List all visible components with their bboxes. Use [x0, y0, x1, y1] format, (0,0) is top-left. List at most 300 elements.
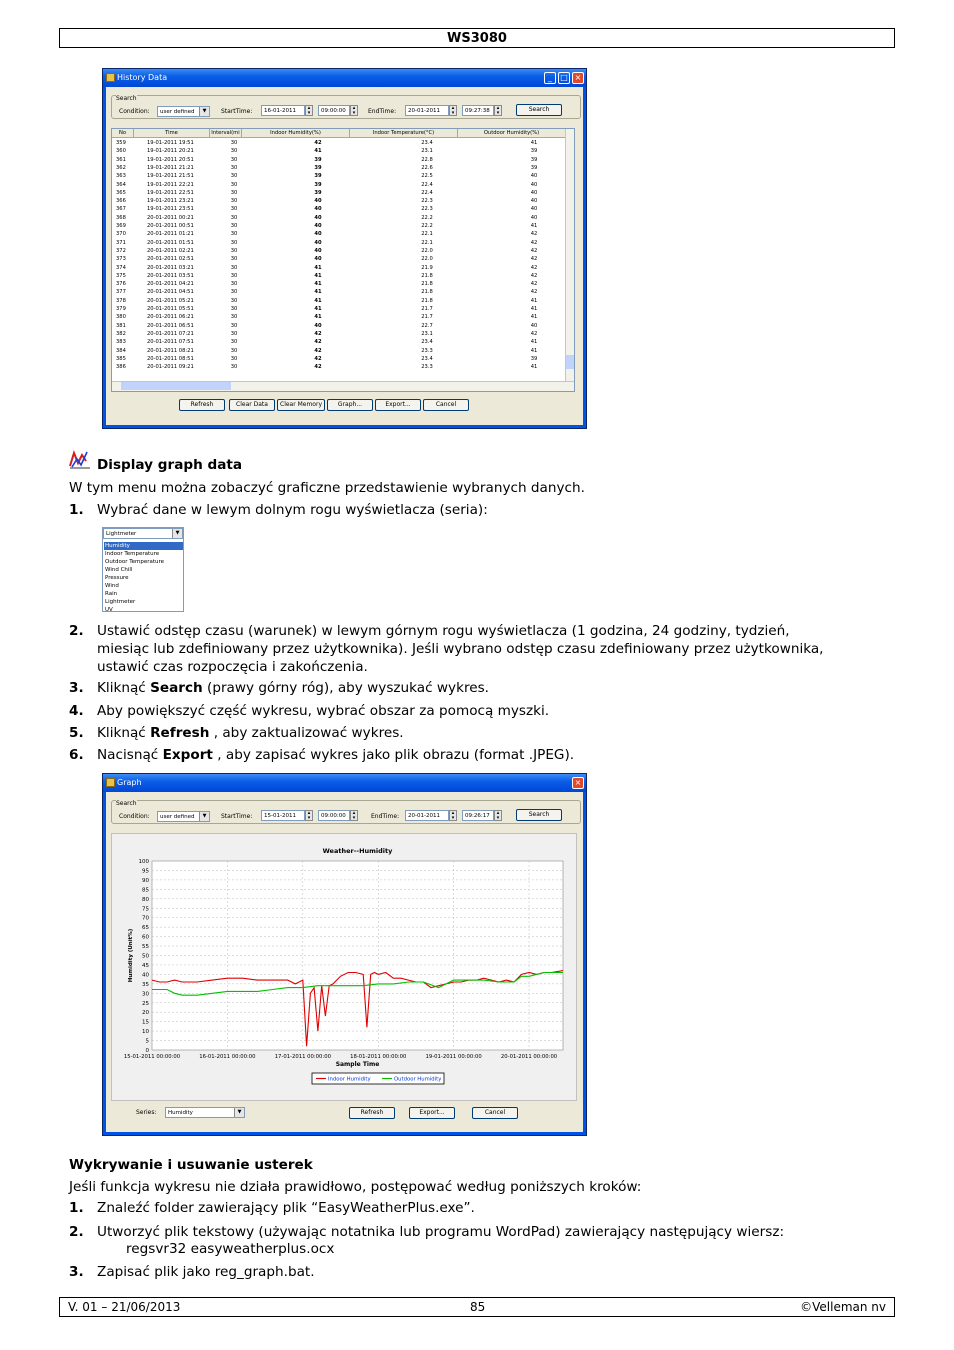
table-cell: 39	[530, 355, 538, 362]
condition-label: Condition:	[119, 813, 150, 820]
table-cell: 40	[530, 173, 538, 180]
table-cell: 383	[116, 339, 126, 346]
series-dropdown-value: Lightmeter	[106, 531, 137, 537]
section2-intro: Jeśli funkcja wykresu nie działa prawidłowo, postępować według poniższych kroków:	[69, 1179, 642, 1195]
condition-select[interactable]	[157, 106, 210, 117]
step-number: 1.	[69, 502, 84, 518]
table-row[interactable]	[112, 313, 566, 321]
table-cell: 42	[314, 140, 322, 146]
step-text-part: , aby zapisać wykres jako plik obrazu (format .JPEG).	[212, 747, 575, 763]
table-cell: 19-01-2011 22:51	[147, 189, 194, 196]
section1-intro: W tym menu można zobaczyć graficzne przedstawienie wybranych danych.	[69, 480, 585, 496]
table-cell: 42	[314, 355, 322, 362]
table-cell: 379	[116, 306, 126, 312]
table-cell: 30	[230, 156, 238, 163]
table-cell: 30	[230, 306, 238, 312]
y-tick-label: 80	[142, 896, 149, 903]
table-cell: 41	[314, 148, 322, 155]
table-cell: 21.8	[421, 272, 433, 279]
table-cell: 20-01-2011 07:21	[147, 330, 194, 337]
table-row[interactable]	[112, 363, 566, 371]
table-cell: 30	[230, 239, 238, 246]
y-tick-label: 55	[142, 944, 149, 951]
refresh-button[interactable]: Refresh	[349, 1107, 395, 1119]
table-cell: 30	[230, 173, 238, 180]
section-title-troubleshooting: Wykrywanie i usuwanie usterek	[69, 1157, 313, 1173]
condition-value: user defined	[160, 109, 195, 115]
dropdown-option[interactable]: Wind Chill	[105, 567, 133, 573]
chevron-down-icon[interactable]: ▼	[172, 529, 182, 538]
start-time-value: 09:00:00	[321, 813, 346, 819]
table-row[interactable]	[112, 272, 566, 280]
header-title: WS3080	[447, 31, 507, 46]
table-cell: 41	[314, 281, 322, 288]
table-cell: 41	[314, 297, 322, 304]
table-cell: 369	[116, 223, 126, 229]
table-row[interactable]	[112, 288, 566, 296]
table-row[interactable]	[112, 355, 566, 363]
page-footer	[59, 1297, 895, 1317]
y-tick-label: 65	[142, 925, 149, 932]
table-cell: 20-01-2011 00:51	[147, 223, 194, 229]
end-time-value: 09:26:17	[465, 813, 490, 819]
close-icon[interactable]: ×	[572, 777, 584, 789]
step-number: 2.	[69, 1224, 84, 1240]
end-time-spinner[interactable]: ▴ ▾	[494, 105, 502, 116]
table-cell: 42	[530, 281, 538, 288]
start-date-spinner[interactable]: ▴ ▾	[305, 810, 313, 821]
table-cell: 360	[116, 148, 126, 155]
y-tick-label: 5	[145, 1038, 149, 1045]
table-cell: 20-01-2011 02:51	[147, 256, 194, 263]
step-text-part: Kliknąć	[97, 680, 151, 696]
end-time-label: EndTime:	[371, 813, 400, 820]
table-cell: 30	[230, 189, 238, 196]
table-cell: 42	[530, 264, 538, 271]
table-cell: 22.3	[421, 206, 433, 213]
table-cell: 42	[530, 247, 538, 254]
table-row[interactable]	[112, 322, 566, 330]
table-cell: 39	[314, 173, 322, 180]
history-client	[106, 87, 583, 425]
table-cell: 41	[314, 314, 322, 321]
table-cell: 364	[116, 181, 126, 188]
table-cell: 378	[116, 297, 126, 304]
end-time-spinner[interactable]: ▴ ▾	[494, 810, 502, 821]
end-time-input[interactable]	[462, 810, 494, 821]
table-row[interactable]	[112, 164, 566, 172]
table-row[interactable]	[112, 222, 566, 230]
start-time-spinner[interactable]: ▴ ▾	[350, 105, 358, 116]
table-cell: 30	[230, 198, 238, 205]
table-cell: 41	[530, 306, 538, 312]
table-row[interactable]	[112, 247, 566, 255]
table-cell: 22.8	[421, 156, 433, 163]
table-row[interactable]	[112, 280, 566, 288]
table-cell: 41	[530, 297, 538, 304]
x-tick-label: 15-01-2011 00:00:00	[123, 1054, 181, 1060]
table-cell: 362	[116, 164, 126, 171]
column-header[interactable]: Interval(mi	[210, 129, 242, 138]
table-row[interactable]	[112, 156, 566, 164]
table-cell: 40	[314, 198, 322, 205]
table-cell: 361	[116, 156, 126, 163]
table-cell: 19-01-2011 21:21	[147, 164, 194, 171]
chevron-down-icon[interactable]: ▼	[199, 812, 209, 821]
table-row[interactable]	[112, 197, 566, 205]
table-cell: 41	[530, 140, 538, 146]
table-cell: 19-01-2011 20:51	[147, 156, 194, 163]
table-cell: 39	[314, 164, 322, 171]
step-text: miesiąc lub zdefiniowany przez użytkownika). Jeśli wybrano odstęp czasu zdefiniowany przez użytkownika,	[97, 641, 824, 657]
column-header[interactable]: Time	[134, 129, 210, 138]
table-cell: 20-01-2011 07:51	[147, 339, 194, 346]
table-cell: 23.4	[421, 339, 433, 346]
table-cell: 30	[230, 256, 238, 263]
table-cell: 22.2	[421, 223, 433, 229]
table-cell: 384	[116, 347, 126, 354]
table-cell: 385	[116, 355, 126, 362]
series-value: Humidity	[168, 1110, 193, 1116]
table-cell: 40	[530, 214, 538, 221]
condition-select[interactable]	[157, 811, 210, 822]
y-tick-label: 100	[138, 859, 149, 865]
y-tick-label: 75	[142, 906, 149, 913]
step-text	[97, 679, 489, 697]
table-cell: 39	[314, 156, 322, 163]
table-cell: 20-01-2011 05:51	[147, 306, 194, 312]
table-cell: 40	[314, 223, 322, 229]
table-cell: 39	[314, 189, 322, 196]
table-row[interactable]	[112, 230, 566, 238]
table-cell: 30	[230, 289, 238, 296]
table-row[interactable]	[112, 338, 566, 346]
table-cell: 382	[116, 330, 126, 337]
table-cell: 39	[530, 156, 538, 163]
column-header[interactable]: No	[112, 129, 134, 138]
table-cell: 20-01-2011 04:51	[147, 289, 194, 296]
chevron-down-icon[interactable]: ▼	[234, 1108, 244, 1117]
table-row[interactable]	[112, 147, 566, 155]
condition-label: Condition:	[119, 108, 150, 115]
search-button[interactable]: Search	[516, 104, 562, 116]
table-cell: 41	[314, 264, 322, 271]
cancel-button[interactable]: Cancel	[423, 399, 469, 411]
table-row[interactable]	[112, 181, 566, 189]
table-cell: 22.5	[421, 173, 433, 180]
end-date-input[interactable]	[405, 105, 449, 116]
table-row[interactable]	[112, 189, 566, 197]
series-select[interactable]	[165, 1107, 245, 1118]
end-time-value: 09:27:38	[465, 108, 490, 114]
table-cell: 372	[116, 247, 126, 254]
y-tick-label: 10	[142, 1029, 149, 1036]
table-cell: 41	[530, 314, 538, 321]
step-text-part: , aby zaktualizować wykres.	[209, 725, 404, 741]
table-cell: 41	[530, 364, 538, 371]
clear-memory-button[interactable]: Clear Memory	[277, 399, 325, 411]
humidity-chart[interactable]	[112, 834, 576, 1100]
table-cell: 30	[230, 247, 238, 254]
table-cell: 40	[530, 198, 538, 205]
table-cell: 42	[314, 330, 322, 337]
refresh-button[interactable]: Refresh	[179, 399, 225, 411]
table-cell: 30	[230, 164, 238, 171]
start-time-label: StartTime:	[221, 813, 253, 820]
chart-title: Weather--Humidity	[322, 847, 393, 855]
table-cell: 30	[230, 214, 238, 221]
dropdown-option[interactable]: Indoor Temperature	[105, 551, 160, 557]
table-cell: 39	[314, 181, 322, 188]
step-text-part: Kliknąć	[97, 725, 151, 741]
y-tick-label: 20	[142, 1010, 149, 1017]
horizontal-scrollbar[interactable]	[112, 381, 574, 391]
step-keyword: Export	[162, 747, 213, 763]
table-cell: 20-01-2011 00:21	[147, 214, 194, 221]
table-cell: 381	[116, 322, 126, 329]
close-icon[interactable]: ×	[572, 72, 584, 84]
table-cell: 42	[314, 347, 322, 354]
y-tick-label: 95	[142, 868, 149, 875]
table-row[interactable]	[112, 239, 566, 247]
end-time-input[interactable]	[462, 105, 494, 116]
table-cell: 30	[230, 330, 238, 337]
table-cell: 30	[230, 347, 238, 354]
table-cell: 30	[230, 364, 238, 371]
table-cell: 20-01-2011 08:51	[147, 355, 194, 362]
table-cell: 40	[314, 231, 322, 238]
table-cell: 20-01-2011 06:21	[147, 314, 194, 321]
table-cell: 30	[230, 339, 238, 346]
table-row[interactable]	[112, 205, 566, 213]
chevron-down-icon[interactable]: ▼	[199, 107, 209, 116]
table-cell: 30	[230, 355, 238, 362]
table-row[interactable]	[112, 214, 566, 222]
step-text	[97, 724, 404, 742]
dropdown-option[interactable]: Outdoor Temperature	[105, 559, 165, 565]
x-axis-label: Sample Time	[335, 1061, 380, 1068]
search-group-label: Search	[116, 95, 137, 102]
start-date-value: 16-01-2011	[264, 108, 296, 114]
table-cell: 21.9	[421, 264, 433, 271]
table-cell: 30	[230, 148, 238, 155]
table-cell: 21.7	[421, 306, 433, 312]
x-tick-label: 18-01-2011 00:00:00	[350, 1054, 407, 1060]
table-cell: 20-01-2011 05:21	[147, 297, 194, 304]
table-cell: 22.3	[421, 198, 433, 205]
table-cell: 40	[530, 189, 538, 196]
history-window-title: History Data	[117, 73, 168, 82]
start-time-input[interactable]	[318, 105, 350, 116]
table-cell: 41	[530, 347, 538, 354]
table-cell: 42	[530, 231, 538, 238]
graph-client	[106, 792, 583, 1132]
dropdown-option[interactable]: Rain	[105, 591, 118, 597]
table-cell: 359	[116, 140, 126, 146]
page-header	[59, 28, 895, 48]
table-cell: 30	[230, 281, 238, 288]
table-cell: 23.1	[421, 148, 433, 155]
y-tick-label: 45	[142, 962, 149, 969]
scrollbar-thumb[interactable]	[566, 355, 574, 369]
code-line: regsvr32 easyweatherplus.ocx	[126, 1241, 335, 1257]
table-cell: 20-01-2011 04:21	[147, 281, 194, 288]
table-cell: 386	[116, 364, 126, 371]
start-date-value: 15-01-2011	[264, 813, 296, 819]
series-dropdown-list	[102, 527, 184, 612]
graph-window	[102, 773, 587, 1136]
table-cell: 19-01-2011 19:51	[147, 140, 194, 146]
table-row[interactable]	[112, 297, 566, 305]
table-row[interactable]	[112, 172, 566, 180]
step-text: Ustawić odstęp czasu (warunek) w lewym górnym rogu wyświetlacza (1 godzina, 24 godziny, tydzień,	[97, 623, 790, 639]
end-date-spinner[interactable]: ▴ ▾	[449, 810, 457, 821]
step-text: Wybrać dane w lewym dolnym rogu wyświetlacza (seria):	[97, 502, 488, 518]
table-cell: 20-01-2011 03:51	[147, 272, 194, 279]
end-date-spinner[interactable]: ▴ ▾	[449, 105, 457, 116]
export-button[interactable]: Export...	[409, 1107, 455, 1119]
table-row[interactable]	[112, 264, 566, 272]
end-date-input[interactable]	[405, 810, 449, 821]
history-table	[111, 128, 575, 392]
y-tick-label: 50	[142, 953, 149, 960]
table-cell: 30	[230, 231, 238, 238]
history-titlebar	[103, 69, 586, 87]
start-time-input[interactable]	[318, 810, 350, 821]
table-cell: 30	[230, 322, 238, 329]
table-cell: 21.7	[421, 314, 433, 321]
series-dropdown[interactable]	[103, 528, 183, 539]
table-row[interactable]	[112, 330, 566, 338]
table-cell: 19-01-2011 20:21	[147, 148, 194, 155]
table-cell: 363	[116, 173, 126, 180]
start-time-spinner[interactable]: ▴ ▾	[350, 810, 358, 821]
table-cell: 20-01-2011 08:21	[147, 347, 194, 354]
step-keyword: Search	[150, 680, 203, 696]
legend-label: Indoor Humidity	[328, 1076, 371, 1083]
export-button[interactable]: Export...	[375, 399, 421, 411]
x-tick-label: 19-01-2011 00:00:00	[425, 1054, 482, 1060]
dropdown-option[interactable]: Pressure	[105, 575, 129, 581]
graph-button[interactable]: Graph...	[327, 399, 373, 411]
dropdown-option[interactable]: Humidity	[104, 542, 183, 550]
step-text-part: Nacisnąć	[97, 747, 163, 763]
step-number: 1.	[69, 1200, 84, 1216]
footer-page-number: 85	[470, 1300, 486, 1314]
start-date-input[interactable]	[261, 105, 305, 116]
table-cell: 367	[116, 206, 126, 213]
y-tick-label: 85	[142, 887, 149, 894]
graph-titlebar	[103, 774, 586, 792]
step-text-part: (prawy górny róg), aby wyszukać wykres.	[202, 680, 490, 696]
minimize-icon[interactable]: _	[544, 72, 556, 84]
graph-icon	[69, 449, 91, 469]
column-header[interactable]: Indoor Humidity(%)	[242, 129, 350, 138]
table-cell: 365	[116, 189, 126, 196]
table-row[interactable]	[112, 347, 566, 355]
table-cell: 39	[530, 148, 538, 155]
legend-label: Outdoor Humidity	[394, 1076, 442, 1083]
clear-data-button[interactable]: Clear Data	[229, 399, 275, 411]
table-cell: 23.4	[421, 355, 433, 362]
table-cell: 30	[230, 223, 238, 229]
step-number: 5.	[69, 725, 84, 741]
y-axis-label: Humidity (Unit%)	[128, 928, 134, 983]
table-cell: 41	[314, 289, 322, 296]
step-text: Utworzyć plik tekstowy (używając notatnika lub programu WordPad) zawierający następujący wiersz:	[97, 1224, 785, 1240]
table-cell: 20-01-2011 09:21	[147, 364, 194, 371]
start-time-label: StartTime:	[221, 108, 253, 115]
cancel-button[interactable]: Cancel	[472, 1107, 518, 1119]
app-icon	[106, 73, 115, 82]
table-cell: 40	[314, 214, 322, 221]
table-cell: 30	[230, 206, 238, 213]
table-cell: 371	[116, 239, 126, 246]
table-cell: 41	[314, 272, 322, 279]
x-tick-label: 17-01-2011 00:00:00	[274, 1054, 331, 1060]
table-cell: 41	[530, 339, 538, 346]
start-date-input[interactable]	[261, 810, 305, 821]
x-tick-label: 20-01-2011 00:00:00	[500, 1054, 558, 1060]
table-cell: 41	[530, 223, 538, 229]
vertical-scrollbar[interactable]	[565, 129, 574, 381]
table-cell: 21.8	[421, 297, 433, 304]
dropdown-option[interactable]: UV	[105, 607, 113, 613]
column-header[interactable]: Outdoor Humidity(%)	[458, 129, 566, 138]
y-tick-label: 0	[145, 1048, 149, 1054]
y-tick-label: 60	[142, 934, 149, 941]
scrollbar-thumb[interactable]	[121, 382, 231, 390]
dropdown-option[interactable]: Wind	[105, 583, 119, 589]
start-date-spinner[interactable]: ▴ ▾	[305, 105, 313, 116]
table-cell: 20-01-2011 02:21	[147, 247, 194, 254]
table-cell: 40	[314, 239, 322, 246]
dropdown-option[interactable]: Lightmeter	[105, 599, 136, 605]
table-cell: 19-01-2011 22:21	[147, 181, 194, 188]
table-row[interactable]	[112, 305, 566, 313]
end-date-value: 20-01-2011	[408, 108, 440, 114]
table-cell: 376	[116, 281, 126, 288]
table-cell: 22.0	[421, 247, 433, 254]
step-text: Znaleźć folder zawierający plik “EasyWeatherPlus.exe”.	[97, 1200, 475, 1216]
y-tick-label: 35	[142, 981, 149, 988]
table-cell: 40	[530, 181, 538, 188]
table-cell: 368	[116, 214, 126, 221]
search-button[interactable]: Search	[516, 809, 562, 821]
table-cell: 30	[230, 140, 238, 146]
series-label: Series:	[136, 1109, 157, 1116]
table-cell: 20-01-2011 03:21	[147, 264, 194, 271]
table-cell: 20-01-2011 01:21	[147, 231, 194, 238]
table-cell: 30	[230, 181, 238, 188]
table-cell: 30	[230, 314, 238, 321]
footer-version: V. 01 – 21/06/2013	[68, 1300, 181, 1314]
search-group-label: Search	[116, 800, 137, 807]
table-cell: 377	[116, 289, 126, 296]
maximize-icon[interactable]: □	[558, 72, 570, 84]
table-cell: 22.6	[421, 164, 433, 171]
table-cell: 23.3	[421, 347, 433, 354]
step-number: 2.	[69, 623, 84, 639]
table-cell: 22.7	[421, 322, 433, 329]
table-cell: 23.1	[421, 330, 433, 337]
step-number: 3.	[69, 680, 84, 696]
table-cell: 20-01-2011 06:51	[147, 322, 194, 329]
table-row[interactable]	[112, 139, 566, 147]
column-header[interactable]: Indoor Temperature(°C)	[350, 129, 458, 138]
table-cell: 40	[530, 322, 538, 329]
table-row[interactable]	[112, 255, 566, 263]
